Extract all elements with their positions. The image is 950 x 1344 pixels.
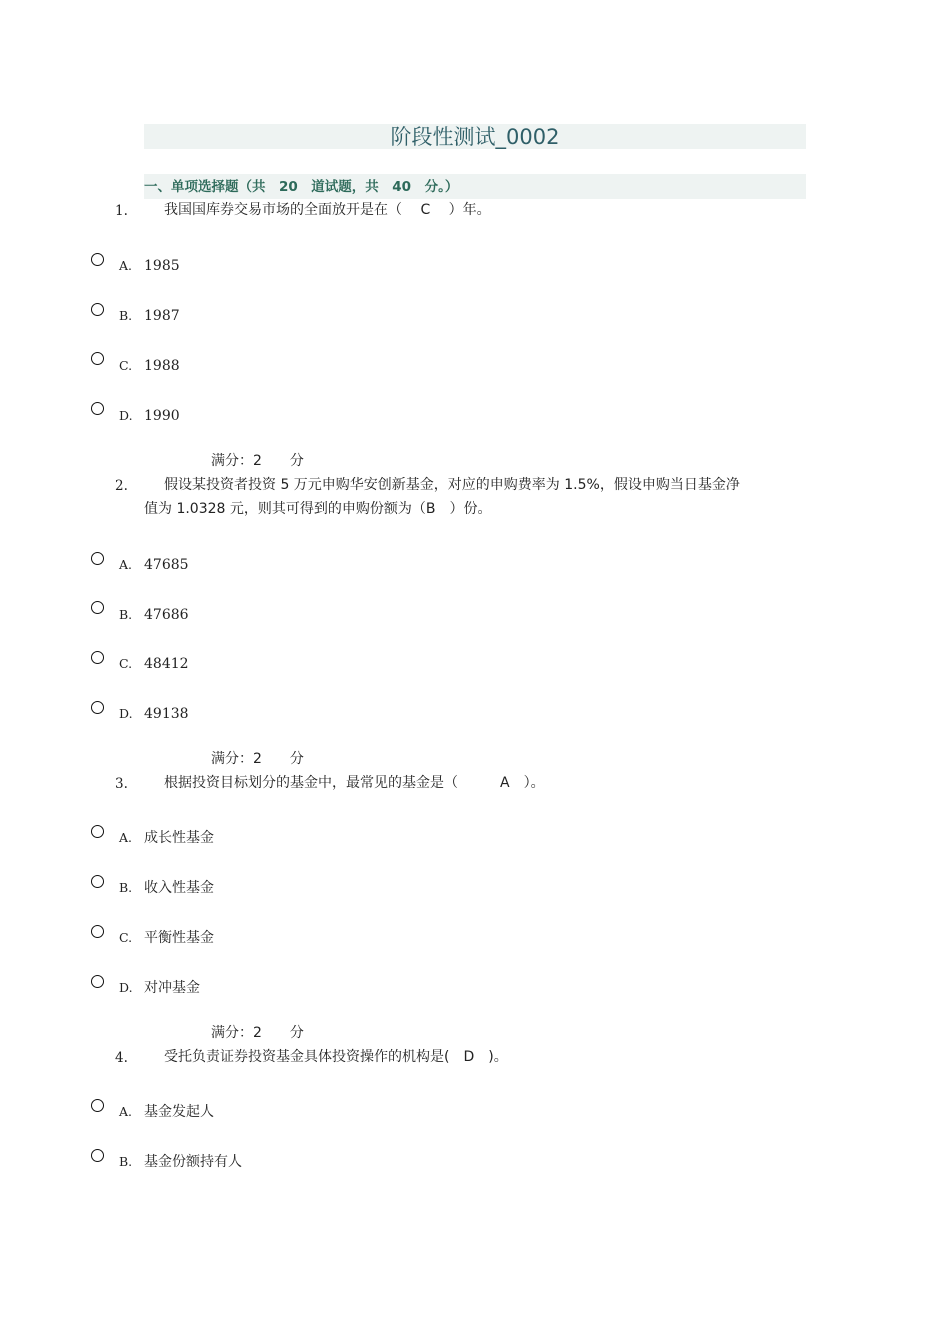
question-text: 假设某投资者投资 5 万元申购华安创新基金，对应的申购费率为 1.5%，假设申购当日基金净 [164, 477, 740, 493]
option-text: 收入性基金 [144, 880, 214, 896]
option-c-radio[interactable] [91, 352, 104, 365]
option-letter: A. [119, 557, 133, 572]
question-text: 受托负责证券投资基金具体投资操作的机构是( D )。 [164, 1049, 508, 1065]
option-text: 对冲基金 [144, 980, 200, 996]
option-a-radio[interactable] [91, 552, 104, 565]
option-text: 平衡性基金 [144, 930, 214, 946]
option-d-radio[interactable] [91, 701, 104, 714]
question-number: 3. [115, 776, 128, 792]
option-b-radio[interactable] [91, 1149, 104, 1162]
option-b-radio[interactable] [91, 875, 104, 888]
option-b-radio[interactable] [91, 601, 104, 614]
option-letter: D. [119, 980, 133, 995]
option-a-radio[interactable] [91, 825, 104, 838]
score-label: 满分：2 分 [211, 1025, 304, 1041]
option-letter: C. [119, 358, 133, 373]
option-d-radio[interactable] [91, 402, 104, 415]
option-text: 47685 [144, 557, 189, 573]
option-c-radio[interactable] [91, 925, 104, 938]
option-text: 49138 [144, 706, 189, 722]
option-text: 1987 [144, 308, 180, 324]
option-letter: D. [119, 408, 133, 423]
option-d-radio[interactable] [91, 975, 104, 988]
section-header: 一、单项选择题（共 20 道试题，共 40 分。） [144, 179, 459, 195]
score-label: 满分：2 分 [211, 453, 304, 469]
question-text: 我国国库券交易市场的全面放开是在（ C ）年。 [164, 202, 491, 218]
option-letter: B. [119, 308, 133, 323]
option-letter: C. [119, 656, 133, 671]
option-text: 1988 [144, 358, 180, 374]
option-text: 1985 [144, 258, 180, 274]
option-a-radio[interactable] [91, 1099, 104, 1112]
option-letter: A. [119, 830, 133, 845]
option-letter: D. [119, 706, 133, 721]
option-text: 1990 [144, 408, 180, 424]
option-c-radio[interactable] [91, 651, 104, 664]
question-text: 根据投资目标划分的基金中，最常见的基金是（ A ）。 [164, 775, 545, 791]
option-text: 48412 [144, 656, 189, 672]
option-b-radio[interactable] [91, 303, 104, 316]
option-text: 基金发起人 [144, 1104, 214, 1120]
question-number: 2. [115, 478, 128, 494]
question-number: 1. [115, 203, 128, 219]
page-title: 阶段性测试_0002 [390, 125, 560, 149]
option-letter: B. [119, 1154, 133, 1169]
option-letter: B. [119, 607, 133, 622]
score-label: 满分：2 分 [211, 751, 304, 767]
option-letter: A. [119, 1104, 133, 1119]
option-letter: B. [119, 880, 133, 895]
option-letter: A. [119, 258, 133, 273]
option-text: 47686 [144, 607, 189, 623]
question-number: 4. [115, 1050, 128, 1066]
question-text-continued: 值为 1.0328 元，则其可得到的申购份额为（B ）份。 [144, 501, 492, 517]
option-letter: C. [119, 930, 133, 945]
option-a-radio[interactable] [91, 253, 104, 266]
option-text: 成长性基金 [144, 830, 214, 846]
option-text: 基金份额持有人 [144, 1154, 242, 1170]
